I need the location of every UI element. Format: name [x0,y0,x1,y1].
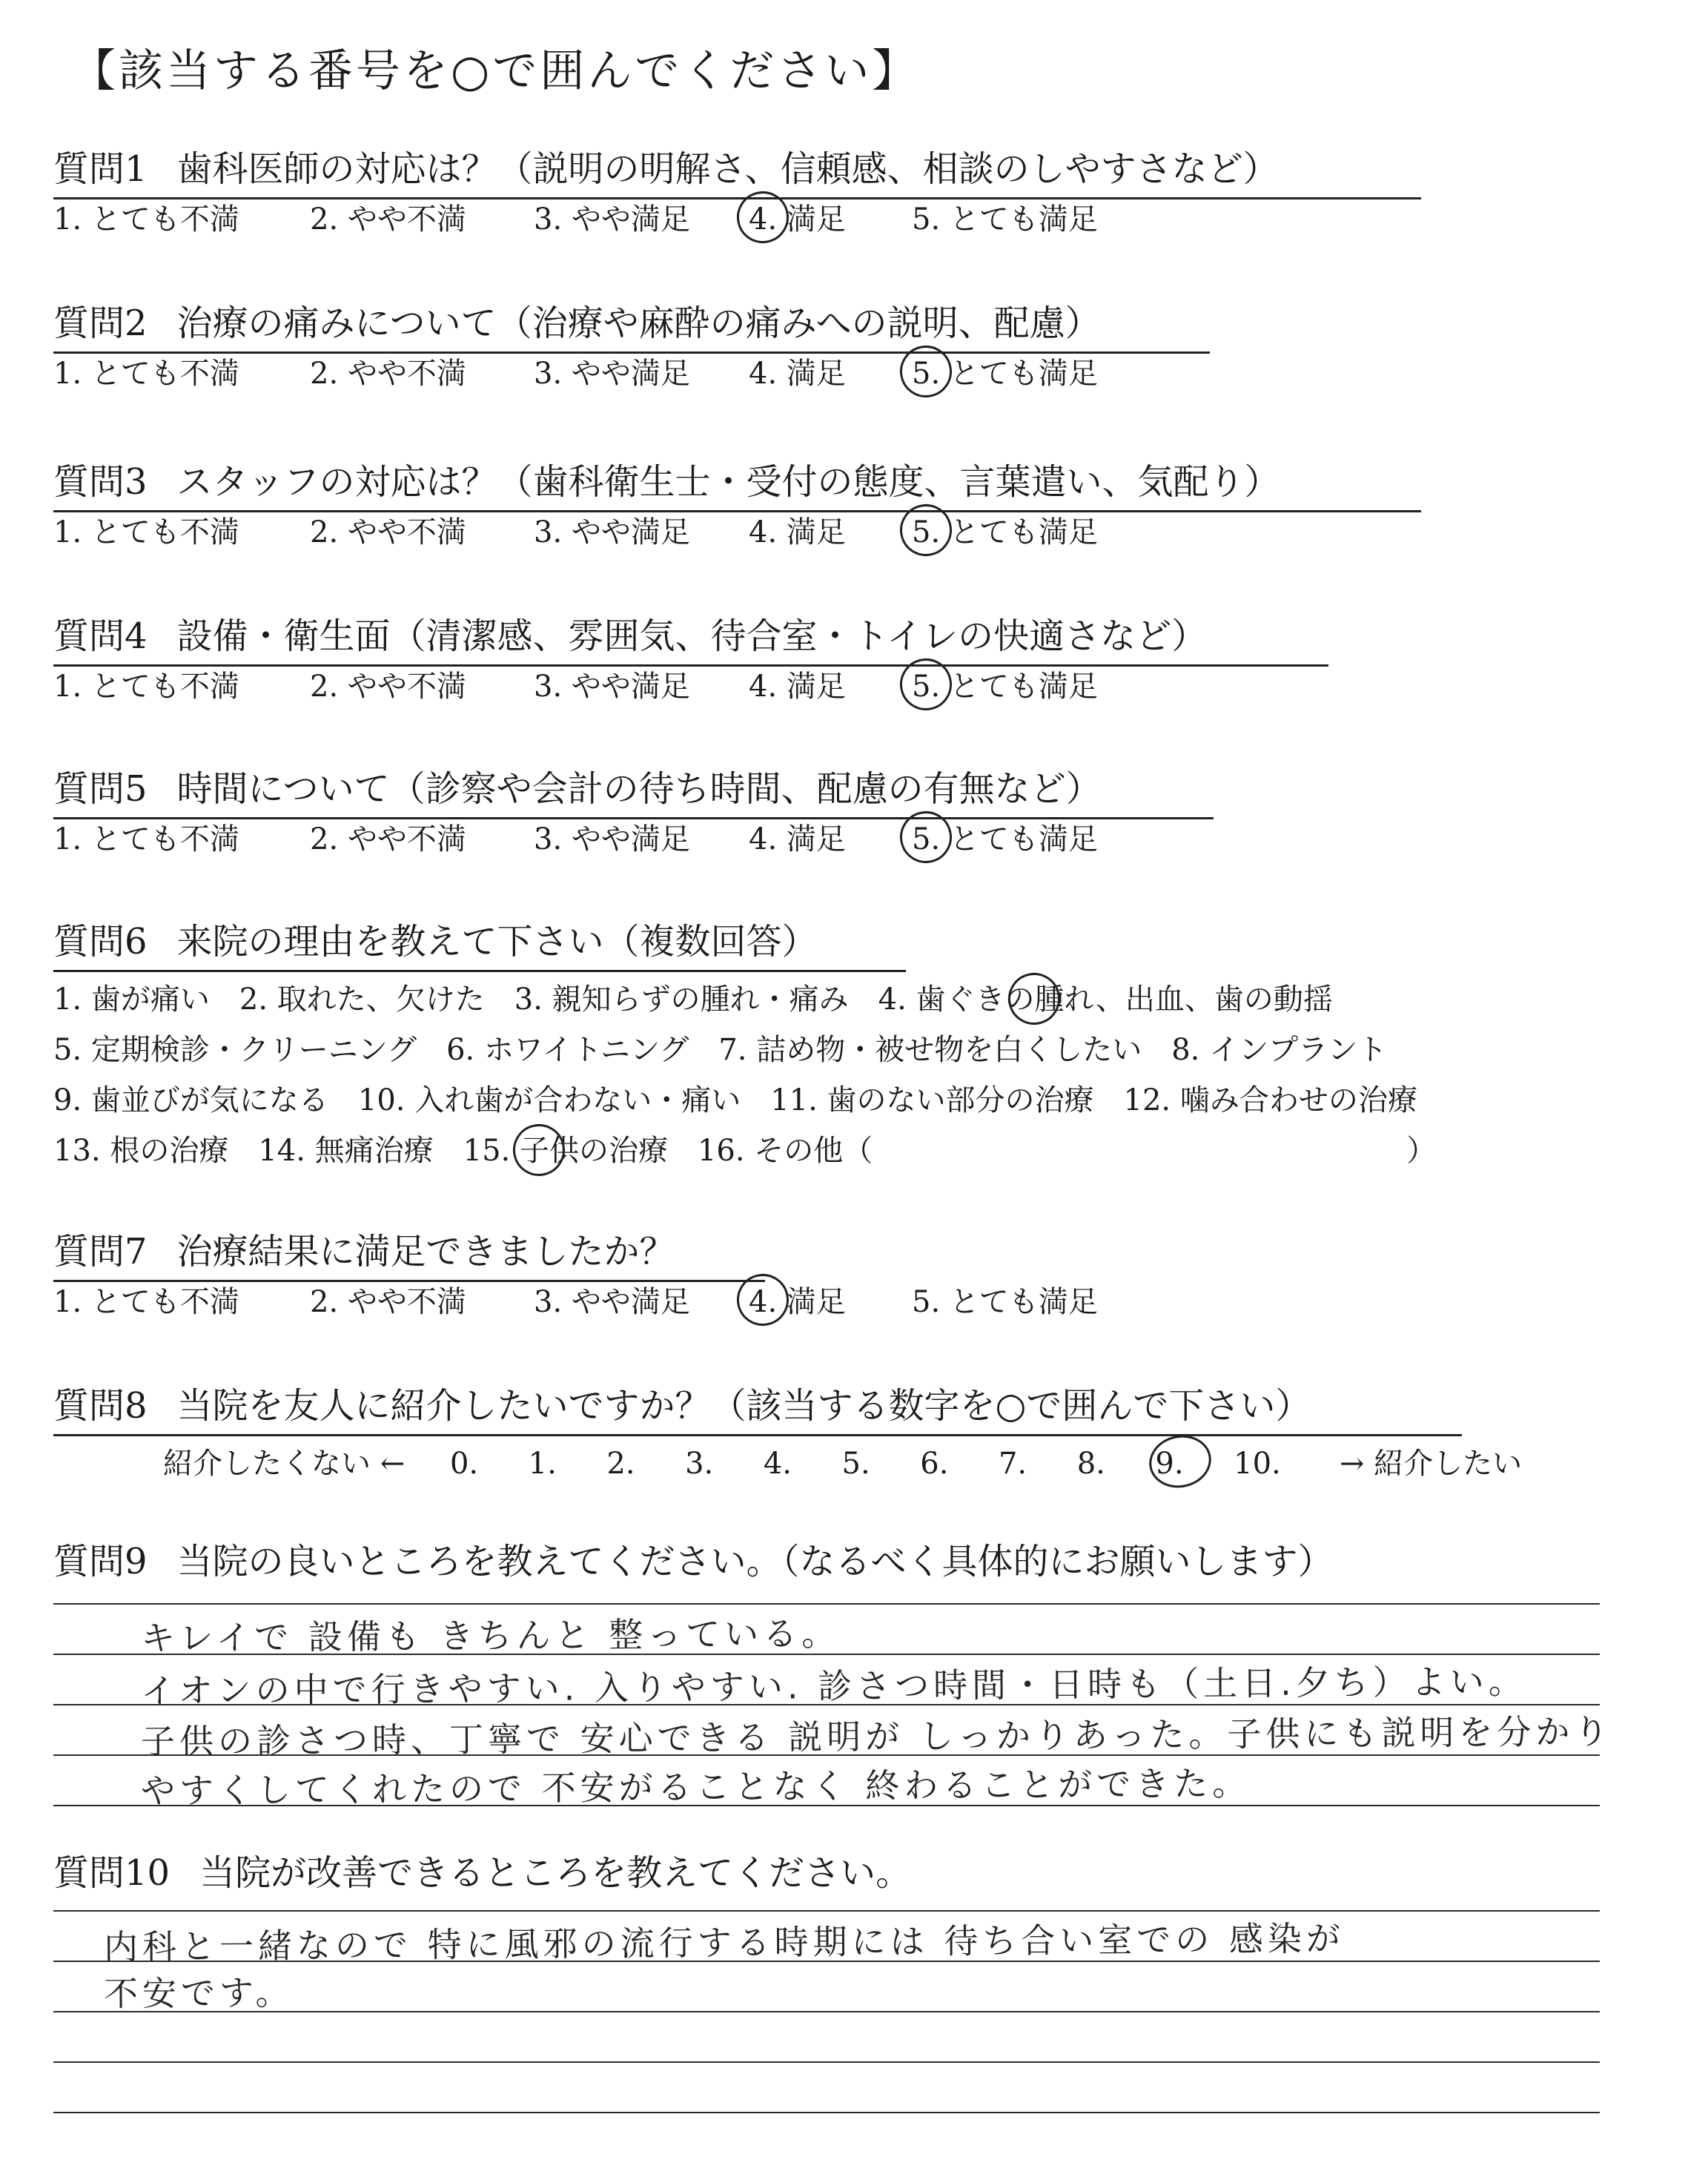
option-3[interactable]: 3. やや満足 [534,822,690,856]
heading-underline [53,197,1421,199]
option-4[interactable]: 4. 満足 [749,1285,846,1319]
reason-options-line-1[interactable]: 1. 歯が痛い 2. 取れた、欠けた 3. 親知らずの腫れ・痛み 4. 歯ぐきの腫れ、出血、歯の動揺 [53,982,1333,1017]
question-number: 質問4 [53,615,148,657]
question-text: 治療の痛みについて（治療や麻酔の痛みへの説明、配慮） [176,303,1101,344]
handwritten-answer-line-3: 子供の診さつ時、丁寧で 安心できる 説明が しっかりあった。子供にも説明を分かり [140,1711,1613,1762]
question-heading [53,1382,1311,1430]
question-number: 質問3 [53,461,148,503]
scale-4[interactable]: 4. [763,1447,792,1481]
question-heading [53,918,818,965]
option-4[interactable]: 4. 満足 [749,670,846,704]
option-5[interactable]: 5. とても満足 [912,670,1098,704]
option-3[interactable]: 3. やや満足 [534,515,690,549]
question-heading [53,145,1279,193]
option-2[interactable]: 2. やや不満 [310,1285,466,1319]
option-4[interactable]: 4. 満足 [749,822,846,856]
question-heading [53,1538,1334,1585]
question-text: 時間について（診察や会計の待ち時間、配慮の有無など） [176,768,1102,810]
scale-1[interactable]: 1. [528,1447,557,1481]
option-1[interactable]: 1. とても不満 [53,515,239,549]
option-4[interactable]: 4. 満足 [749,515,846,549]
question-text: 来院の理由を教えて下さい（複数回答） [176,921,818,962]
question-heading [53,612,1207,660]
answer-line [53,1910,1600,1912]
heading-underline [53,664,1328,667]
selection-circle-15 [508,1119,569,1180]
option-3[interactable]: 3. やや満足 [534,357,690,391]
question-text: 歯科医師の対応は？（説明の明解さ、信頼感、相談のしやすさなど） [176,148,1279,190]
answer-line [53,1603,1600,1605]
question-number: 質問7 [53,1231,148,1272]
handwritten-answer-line-1: 内科と一緒なので 特に風邪の流行する時期には 待ち合い室での 感染が [103,1918,1345,1967]
option-4[interactable]: 4. 満足 [749,202,846,237]
option-3[interactable]: 3. やや満足 [534,670,690,704]
scale-0[interactable]: 0. [449,1447,479,1481]
option-5[interactable]: 5. とても満足 [912,822,1098,856]
scale-10[interactable]: 10. [1234,1447,1281,1481]
option-1[interactable]: 1. とても不満 [53,670,239,704]
recommend-scale [163,1443,1522,1484]
option-1[interactable]: 1. とても不満 [53,1285,239,1319]
question-number: 質問9 [53,1541,148,1582]
heading-underline [53,970,906,972]
scale-left-label: 紹介したくない ← [163,1447,406,1481]
option-2[interactable]: 2. やや不満 [310,357,466,391]
handwritten-answer-line-4: やすくしてくれたので 不安がることなく 終わることができた。 [140,1763,1251,1811]
option-4[interactable]: 4. 満足 [749,357,846,391]
option-1[interactable]: 1. とても不満 [53,357,239,391]
heading-underline [53,510,1421,512]
option-1[interactable]: 1. とても不満 [53,202,239,237]
option-5[interactable]: 5. とても満足 [912,202,1098,237]
question-text: 治療結果に満足できましたか？ [176,1231,675,1272]
handwritten-answer-line-2: 不安です。 [103,1972,294,2014]
question-text: 当院を友人に紹介したいですか？（該当する数字を○で囲んで下さい） [176,1385,1311,1427]
question-text: 当院の良いところを教えてください。（なるべく具体的にお願いします） [176,1541,1334,1582]
reason-options-line-3[interactable]: 9. 歯並びが気になる 10. 入れ歯が合わない・痛い 11. 歯のない部分の治療 12. 噛み合わせの治療 [53,1083,1417,1117]
scale-right-label: → 紹介したい [1339,1447,1523,1481]
scale-8[interactable]: 8. [1076,1447,1105,1481]
question-heading [53,458,1280,506]
question-heading [53,1228,675,1275]
question-number: 質問5 [53,768,148,810]
scale-6[interactable]: 6. [920,1447,949,1481]
question-text: 設備・衛生面（清潔感、雰囲気、待合室・トイレの快適さなど） [176,615,1208,657]
question-number: 質問1 [53,148,148,190]
option-3[interactable]: 3. やや満足 [534,1285,690,1319]
scale-5[interactable]: 5. [841,1447,870,1481]
question-heading [53,765,1102,813]
question-number: 質問10 [53,1852,171,1894]
handwritten-answer-line-1: キレイで 設備も きちんと 整っている。 [140,1613,841,1659]
option-3[interactable]: 3. やや満足 [534,202,690,237]
scale-9[interactable]: 9. [1155,1447,1184,1481]
option-2[interactable]: 2. やや不満 [310,202,466,237]
selection-circle-4 [1003,968,1065,1029]
handwritten-answer-line-2: イオンの中で行きやすい. 入りやすい. 診さつ時間・日時も（土日.夕ち）よい。 [140,1661,1527,1711]
option-5[interactable]: 5. とても満足 [912,515,1098,549]
option-2[interactable]: 2. やや不満 [310,515,466,549]
heading-underline [53,1434,1462,1436]
option-5[interactable]: 5. とても満足 [912,357,1098,391]
option-2[interactable]: 2. やや不満 [310,822,466,856]
question-heading [53,300,1101,347]
answer-line [53,2112,1600,2113]
question-number: 質問6 [53,921,148,962]
page-title: 【該当する番号を○で囲んでください】 [71,45,920,97]
question-heading [53,1849,911,1897]
question-text: スタッフの対応は？（歯科衛生士・受付の態度、言葉遣い、気配り） [176,461,1280,503]
option-2[interactable]: 2. やや不満 [310,670,466,704]
question-number: 質問2 [53,303,148,344]
option-5[interactable]: 5. とても満足 [912,1285,1098,1319]
scale-3[interactable]: 3. [685,1447,714,1481]
answer-line [53,2061,1600,2063]
question-text: 当院が改善できるところを教えてください。 [199,1852,912,1894]
reason-options-line-2[interactable]: 5. 定期検診・クリーニング 6. ホワイトニング 7. 詰め物・被せ物を白くしたい 8. インプラント [53,1033,1388,1067]
question-number: 質問8 [53,1385,148,1427]
option-1[interactable]: 1. とても不満 [53,822,239,856]
reason-options-line-4[interactable]: 13. 根の治療 14. 無痛治療 15. 子供の治療 16. その他（ ） [53,1134,1437,1168]
scale-2[interactable]: 2. [606,1447,635,1481]
scale-7[interactable]: 7. [998,1447,1027,1481]
